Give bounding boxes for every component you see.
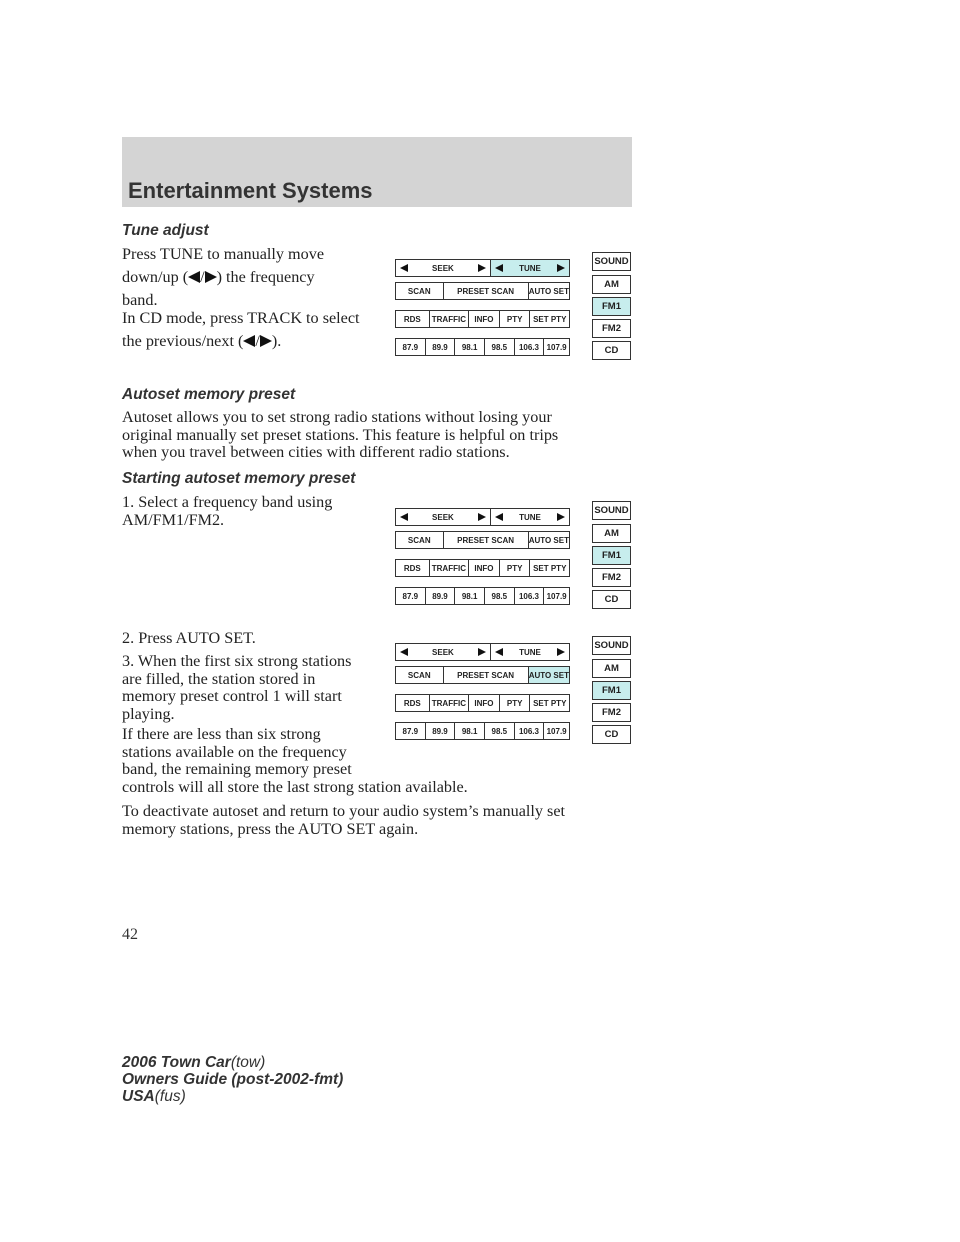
footer-code: (fus) [154,1088,186,1105]
set-pty-button: SET PTY [533,698,567,708]
tune-adjust-paragraph [122,245,324,310]
left-arrow-icon [495,264,503,272]
rds-row [395,694,570,712]
band-button-am: AM [592,524,631,543]
text-line: memory preset control 1 will start [122,687,342,705]
traffic-button: TRAFFIC [430,560,470,576]
left-arrow-icon [400,648,408,656]
right-arrow-icon [478,513,486,521]
scan-row [395,666,570,684]
autoset-heading: Autoset memory preset [122,386,296,403]
step-3 [122,653,351,723]
deactivate-paragraph [122,803,565,838]
right-arrow-icon [557,264,565,272]
text-fragment: ) the frequency [216,268,315,286]
radio-panel-diagram [382,500,632,610]
band-button-fm2: FM2 [592,568,631,587]
seek-button [396,260,491,276]
preset-button: 89.9 [426,588,456,604]
text-line: controls will all store the last strong station available. [122,777,468,796]
set-pty-button: SET PTY [533,314,567,324]
set-pty-button: SET PTY [533,563,567,573]
right-arrow-icon [557,648,565,656]
band-button-am: AM [592,659,631,678]
scan-row [395,282,570,300]
radio-panel-diagram [382,251,632,361]
text-line: are filled, the station stored in [122,669,316,688]
band-button-cd: CD [592,341,631,360]
band-button-fm1: FM1 [592,546,631,565]
section-title: Entertainment Systems [128,178,373,203]
left-arrow-icon [400,513,408,521]
preset-scan-button: PRESET SCAN [444,283,529,299]
text-line: AM/FM1/FM2. [122,510,225,529]
radio-panel-diagram [382,635,632,745]
seek-button-label: SEEK [432,263,454,273]
seek-button-label: SEEK [432,512,454,522]
left-arrow-icon [495,513,503,521]
traffic-button: TRAFFIC [430,311,470,327]
text-line: playing. [122,704,175,723]
footer-market: USA [122,1088,155,1105]
scan-row [395,531,570,549]
left-arrow-icon [400,264,408,272]
preset-button: 107.9 [546,591,567,601]
step-1 [122,494,332,529]
right-arrow-icon [478,264,486,272]
footer-line [122,1054,343,1071]
tune-button-label: TUNE [519,647,541,657]
left-arrow-icon [188,271,200,283]
band-button-sound: SOUND [592,636,631,655]
preset-row [395,338,570,356]
seek-tune-row [395,259,570,277]
band-button-cd: CD [592,590,631,609]
info-button: INFO [469,560,500,576]
text-line: 1. Select a frequency band using [122,493,333,511]
text-line: 3. When the first six strong stations [122,652,352,670]
preset-button: 106.3 [515,339,545,355]
text-line: stations available on the frequency [122,742,347,761]
preset-button: 98.1 [455,588,485,604]
footer-line: Owners Guide (post-2002-fmt) [122,1071,344,1088]
seek-tune-row [395,643,570,661]
footer [122,1054,343,1105]
seek-button [396,644,491,660]
preset-scan-button: PRESET SCAN [444,532,529,548]
right-arrow-icon [557,513,565,521]
preset-button: 87.9 [396,339,426,355]
info-button: INFO [469,695,500,711]
text-line: To deactivate autoset and return to your audio system’s manually set [122,802,566,820]
preset-row [395,587,570,605]
text-line: band. [122,291,158,309]
band-button-fm2: FM2 [592,703,631,722]
text-line: band, the remaining memory preset [122,760,352,778]
preset-button: 89.9 [426,339,456,355]
band-button-sound: SOUND [592,501,631,520]
page-number: 42 [122,926,138,943]
text-line: memory stations, press the AUTO SET again. [122,819,419,838]
preset-button: 98.1 [455,339,485,355]
cd-mode-paragraph [122,309,360,351]
scan-button: SCAN [396,532,444,548]
text-fragment: / [200,268,205,286]
scan-button: SCAN [396,667,444,683]
pty-button: PTY [500,695,531,711]
rds-row [395,559,570,577]
text-line: original manually set preset stations. This feature is helpful on trips [122,425,559,444]
preset-button: 106.3 [515,588,545,604]
preset-button: 98.5 [485,723,515,739]
tune-button [491,644,569,660]
preset-button: 106.3 [515,723,545,739]
tune-button [491,260,569,276]
traffic-button: TRAFFIC [430,695,470,711]
left-arrow-icon [243,335,255,347]
text-fragment: down/up ( [122,268,189,286]
text-line: Press TUNE to manually move [122,245,325,263]
right-arrow-icon [260,335,272,347]
footer-code: (tow) [230,1054,266,1071]
tune-button-label: TUNE [519,512,541,522]
pty-button: PTY [500,560,531,576]
footer-line [122,1088,343,1105]
scan-button: SCAN [396,283,444,299]
preset-button: 107.9 [546,726,567,736]
left-arrow-icon [495,648,503,656]
auto-set-button: AUTO SET [528,286,569,296]
seek-button [396,509,491,525]
text-line [122,332,360,351]
auto-set-button: AUTO SET [528,535,569,545]
tune-adjust-heading: Tune adjust [122,222,209,239]
text-line: If there are less than six strong [122,725,321,743]
preset-row [395,722,570,740]
right-arrow-icon [478,648,486,656]
seek-button-label: SEEK [432,647,454,657]
info-button: INFO [469,311,500,327]
step-2: 2. Press AUTO SET. [122,629,256,647]
right-arrow-icon [205,271,217,283]
rds-button: RDS [396,560,430,576]
band-button-fm1: FM1 [592,681,631,700]
text-fragment: / [255,332,260,350]
rds-row [395,310,570,328]
autoset-paragraph [122,409,558,462]
tune-button [491,509,569,525]
rds-button: RDS [396,695,430,711]
preset-button: 98.1 [455,723,485,739]
text-fragment: the previous/next ( [122,332,244,350]
band-button-fm1: FM1 [592,297,631,316]
text-line: when you travel between cities with different radio stations. [122,443,510,461]
tune-button-label: TUNE [519,263,541,273]
preset-button: 98.5 [485,339,515,355]
preset-button: 89.9 [426,723,456,739]
band-button-cd: CD [592,725,631,744]
pty-button: PTY [500,311,531,327]
starting-autoset-heading: Starting autoset memory preset [122,470,356,487]
text-line: Autoset allows you to set strong radio stations without losing your [122,408,552,426]
band-button-sound: SOUND [592,252,631,271]
text-line [122,268,324,287]
footer-model: 2006 Town Car [122,1054,231,1071]
preset-button: 98.5 [485,588,515,604]
preset-button: 87.9 [396,723,426,739]
preset-button: 87.9 [396,588,426,604]
preset-button: 107.9 [546,342,567,352]
seek-tune-row [395,508,570,526]
rds-button: RDS [396,311,430,327]
band-button-fm2: FM2 [592,319,631,338]
text-line: In CD mode, press TRACK to select [122,309,360,327]
band-button-am: AM [592,275,631,294]
auto-set-button: AUTO SET [529,667,569,683]
preset-scan-button: PRESET SCAN [444,667,529,683]
text-fragment: ). [271,332,282,350]
